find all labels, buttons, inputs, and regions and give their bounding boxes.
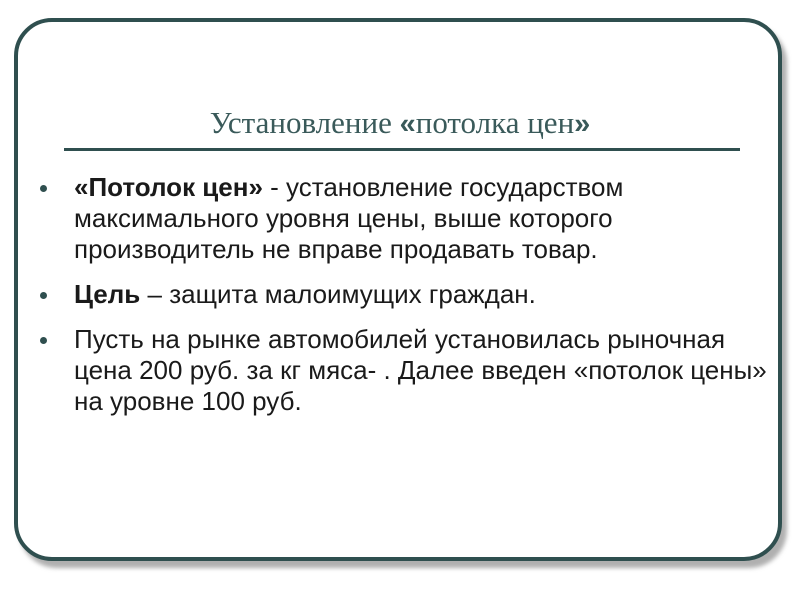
title-text-middle: потолка цен [415, 105, 575, 140]
bullet-dot-icon [40, 185, 47, 192]
bullet-text: Пусть на рынке автомобилей установилась рыночная цена 200 руб. за кг мяса- . Далее введен «потолок цены» на уровне 100 руб. [74, 324, 767, 416]
title-divider [64, 148, 740, 151]
bullet-text: - установление государством максимального уровня цены, выше которого производитель не вправе продавать товар. [74, 172, 624, 264]
bullet-term: Цель [74, 279, 141, 309]
slide-title [0, 103, 800, 144]
bullet-dot-icon [40, 337, 47, 344]
bullet-term: «Потолок цен» [74, 172, 263, 202]
title-text-start: Установление [209, 105, 400, 140]
bullet-dot-icon [40, 292, 47, 299]
bullet-text: – защита малоимущих граждан. [140, 279, 536, 309]
bullet-item-example [40, 324, 780, 417]
title-open-quote: « [399, 108, 416, 140]
bullet-item-definition [40, 172, 780, 265]
bullet-item-goal [40, 279, 780, 310]
title-close-quote: » [574, 108, 591, 140]
bullet-list [40, 172, 780, 431]
